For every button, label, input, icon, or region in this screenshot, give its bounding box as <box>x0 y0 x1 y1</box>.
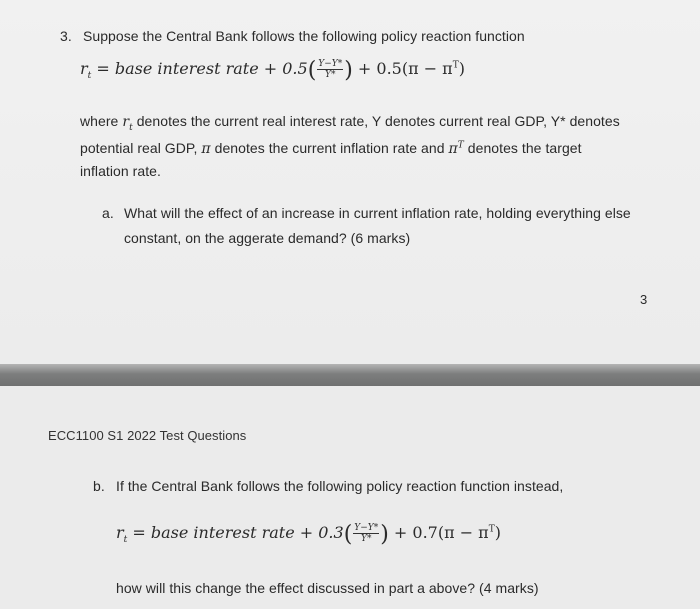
part-a-line-2: constant, on the aggerate demand? (6 marks) <box>124 230 411 246</box>
part-b-question: how will this change the effect discussed in part a above? (4 marks) <box>116 580 539 596</box>
part-a-label: a. <box>102 205 114 221</box>
definition-line-1: where $r_t$ denotes the current real interest rate, Y denotes current real GDP, Y* denotes <box>80 113 620 133</box>
part-a-line-1: What will the effect of an increase in current inflation rate, holding everything else <box>124 205 631 221</box>
part-b-intro: If the Central Bank follows the following policy reaction function instead, <box>116 478 564 494</box>
definition-line-2: potential real GDP, π denotes the current inflation rate and $\pi^T$ denotes the target <box>80 140 582 157</box>
page-header: ECC1100 S1 2022 Test Questions <box>48 428 247 443</box>
definition-line-3: inflation rate. <box>80 163 161 179</box>
page-number: 3 <box>640 292 648 307</box>
page-divider <box>0 364 700 386</box>
question-number: 3. <box>60 28 72 44</box>
question-intro: Suppose the Central Bank follows the following policy reaction function <box>83 28 525 44</box>
lower-page <box>0 386 700 609</box>
policy-equation-1: $r_t$ = base interest rate + 0.5( $\frac{Y-Y*}{Y*}$ ) + $0.5(\pi - \pi^T)$ <box>80 58 465 83</box>
policy-equation-2: $r_t$ = base interest rate + 0.3( $\frac{Y-Y*}{Y*}$ ) + $0.7(\pi - \pi^T)$ <box>116 522 501 547</box>
part-b-label: b. <box>93 478 105 494</box>
